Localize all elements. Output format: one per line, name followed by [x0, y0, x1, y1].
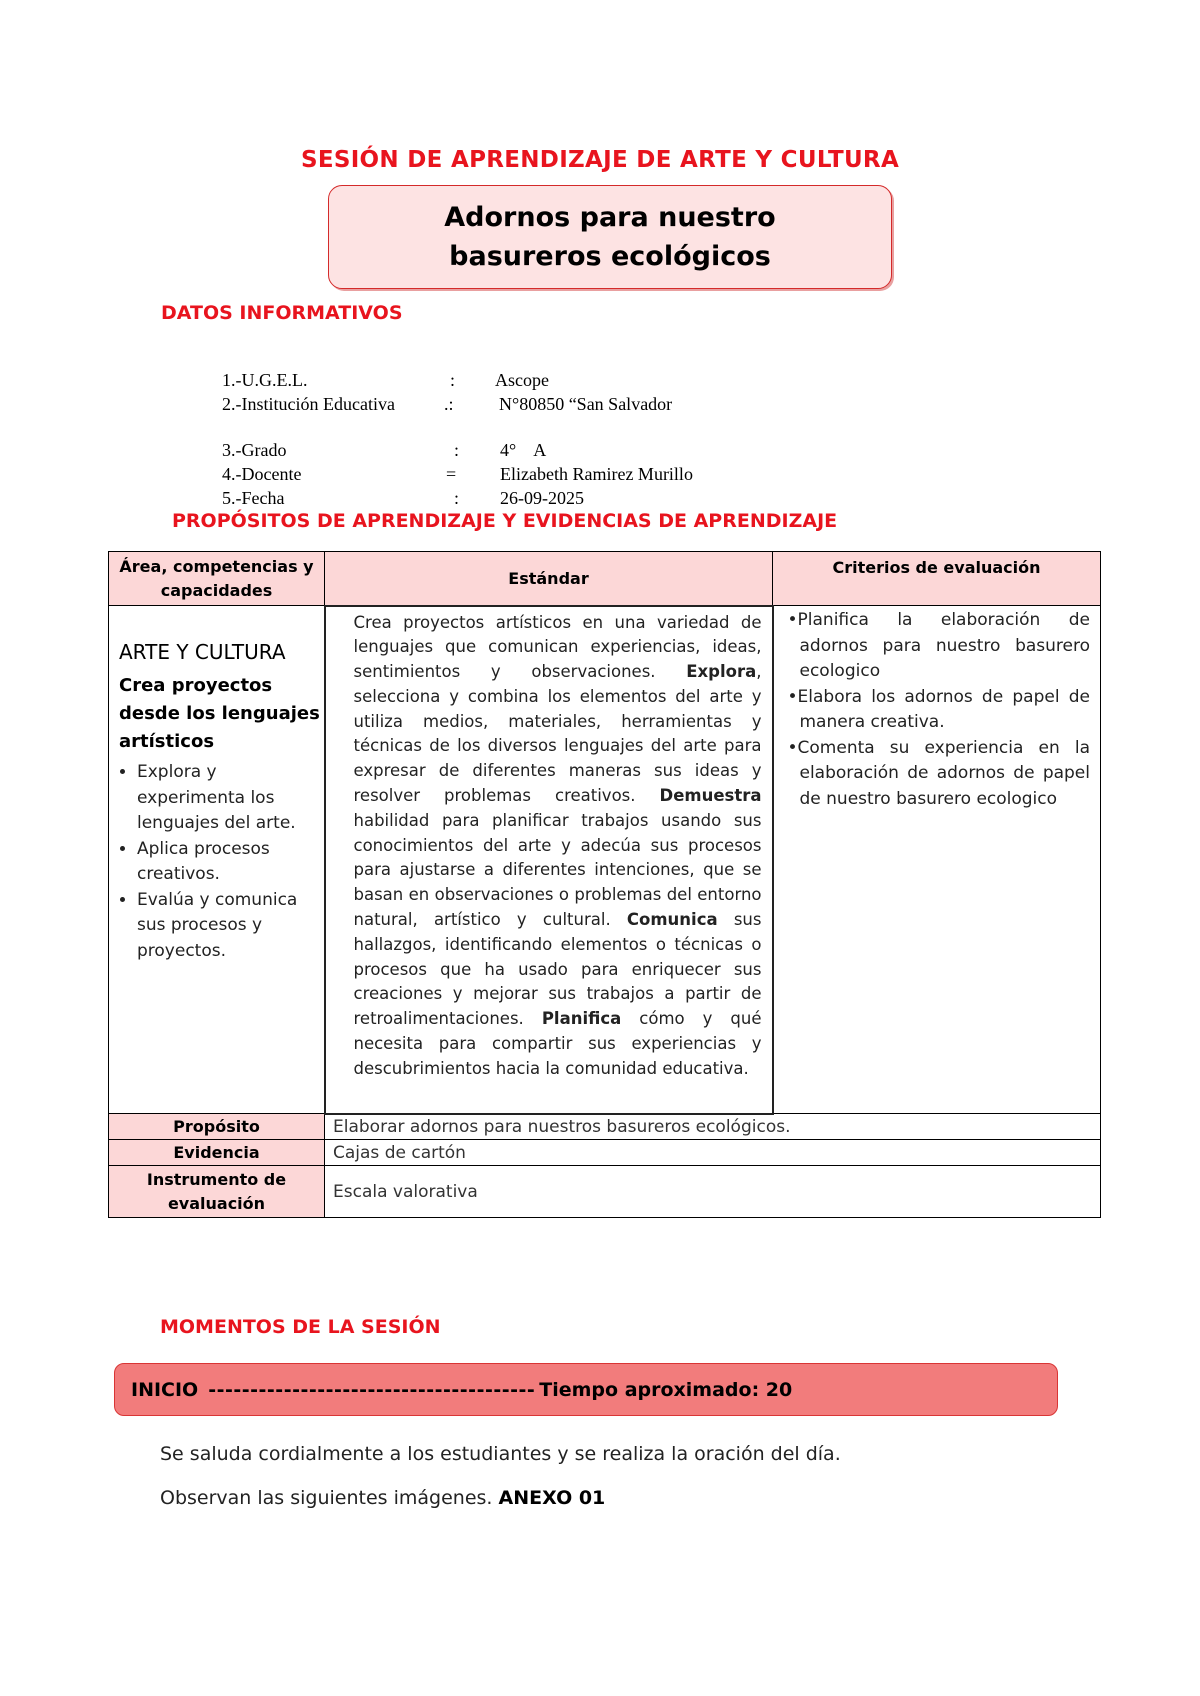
- datos-row-fecha: [222, 488, 922, 512]
- proposito-row: [109, 1114, 1101, 1140]
- inicio-dashes: ---------------------------------------: [208, 1378, 536, 1401]
- datos-value: 26-09-2025: [500, 488, 584, 508]
- list-item: •Elabora los adornos de papel de manera creativa.: [787, 686, 1090, 732]
- list-item: • Aplica procesos creativos.: [137, 837, 324, 888]
- estandar-bold: Demuestra: [659, 786, 762, 806]
- datos-row-ugel: [222, 370, 922, 394]
- datos-value: Elizabeth Ramirez Murillo: [500, 464, 693, 484]
- estandar-cell: [325, 606, 773, 1114]
- instrumento-row: [109, 1166, 1101, 1218]
- list-item: • Explora y experimenta los lenguajes del arte.: [137, 760, 324, 837]
- table-header-row: [109, 552, 1101, 606]
- estandar-text: [326, 607, 772, 1082]
- datos-value: N°80850 “San Salvador: [499, 394, 673, 414]
- evidencia-value: Cajas de cartón: [325, 1140, 1101, 1166]
- inicio-bar: [114, 1363, 1058, 1416]
- estandar-part: Crea proyectos artísticos en una variedad de lenguajes que comunican experiencias, ideas, sentimientos y observaciones.: [353, 612, 762, 682]
- evidencia-row: [109, 1140, 1101, 1166]
- area-cell: [109, 606, 325, 1114]
- datos-sep: :: [454, 440, 460, 460]
- tiempo-label: Tiempo aproximado: 20: [539, 1378, 793, 1401]
- anexo-ref: ANEXO 01: [498, 1487, 606, 1509]
- header-area: Área, competencias y capacidades: [109, 552, 325, 606]
- area-title: ARTE Y CULTURA: [119, 640, 286, 664]
- list-item: •Planifica la elaboración de adornos para nuestro basurero ecologico: [787, 610, 1090, 681]
- list-item: • Evalúa y comunica sus procesos y proyectos.: [137, 888, 324, 965]
- estandar-part: cómo y qué necesita para compartir sus experiencias y descubrimientos hacia la comunidad educativa.: [353, 1009, 762, 1078]
- criterios-list: [774, 606, 1101, 812]
- estandar-part: sus hallazgos, identificando elementos o técnicas o procesos que ha usado para enriquecer sus creaciones y mejorar sus trabajos a partir de retroalimentaciones.: [353, 910, 762, 1029]
- estandar-part: , selecciona y combina los elementos del arte y utiliza medios, materiales, herramientas y técnicas de los diversos lenguajes del arte para expresar de diferentes maneras sus ideas y resolver problemas creativos.: [353, 662, 762, 806]
- session-title-box: [328, 185, 892, 289]
- datos-sep: :: [454, 488, 460, 508]
- datos-value: Ascope: [495, 370, 549, 390]
- datos-label: 2.-Institución Educativa: [222, 394, 395, 414]
- header-estandar: Estándar: [325, 552, 773, 606]
- datos-value: 4° A: [500, 440, 547, 460]
- propositos-table: [108, 551, 1101, 1218]
- propositos-heading: PROPÓSITOS DE APRENDIZAJE Y EVIDENCIAS DE APRENDIZAJE: [172, 510, 838, 532]
- table-content-row: [109, 606, 1101, 1114]
- datos-sep: :: [450, 370, 456, 390]
- main-title: SESIÓN DE APRENDIZAJE DE ARTE Y CULTURA: [300, 147, 900, 173]
- inicio-line-2: [160, 1487, 605, 1509]
- criterios-cell: [773, 606, 1101, 1114]
- instrumento-value: Escala valorativa: [325, 1166, 1101, 1218]
- proposito-value: Elaborar adornos para nuestros basureros ecológicos.: [325, 1114, 1101, 1140]
- datos-heading: DATOS INFORMATIVOS: [161, 302, 403, 324]
- header-criterios: Criterios de evaluación: [773, 552, 1101, 606]
- datos-sep: =: [446, 464, 457, 484]
- competencia: Crea proyectos desde los lenguajes artísticos: [119, 675, 320, 752]
- estandar-bold: Planifica: [541, 1009, 622, 1029]
- momentos-heading: MOMENTOS DE LA SESIÓN: [160, 1316, 441, 1338]
- proposito-label: Propósito: [109, 1114, 325, 1140]
- datos-row-grado: [222, 440, 922, 464]
- datos-label: 3.-Grado: [222, 440, 287, 460]
- datos-label: 4.-Docente: [222, 464, 302, 484]
- list-item: •Comenta su experiencia en la elaboración de adornos de papel de nuestro basurero ecologico: [787, 737, 1090, 809]
- capacidades-list: [109, 760, 324, 964]
- datos-row-ie: [222, 394, 922, 418]
- estandar-bold: Explora: [686, 662, 757, 682]
- datos-label: 5.-Fecha: [222, 488, 285, 508]
- estandar-part: habilidad para planificar trabajos usando sus conocimientos del arte y adecúa sus procesos para ajustarse a diferentes intenciones, que se basan en observaciones o problemas del entorno natural, artístico y cultural.: [353, 810, 762, 930]
- evidencia-label: Evidencia: [109, 1140, 325, 1166]
- datos-label: 1.-U.G.E.L.: [222, 370, 308, 390]
- instrumento-label: Instrumento de evaluación: [109, 1166, 325, 1218]
- inicio-label: INICIO: [131, 1378, 199, 1401]
- inicio-line-1: Se saluda cordialmente a los estudiantes y se realiza la oración del día.: [160, 1443, 841, 1465]
- estandar-bold: Comunica: [626, 910, 718, 930]
- inicio-line-2-text: Observan las siguientes imágenes.: [160, 1487, 499, 1509]
- datos-sep: .:: [444, 394, 454, 414]
- session-title: Adornos para nuestro basureros ecológicos: [444, 202, 776, 272]
- datos-row-docente: [222, 464, 922, 488]
